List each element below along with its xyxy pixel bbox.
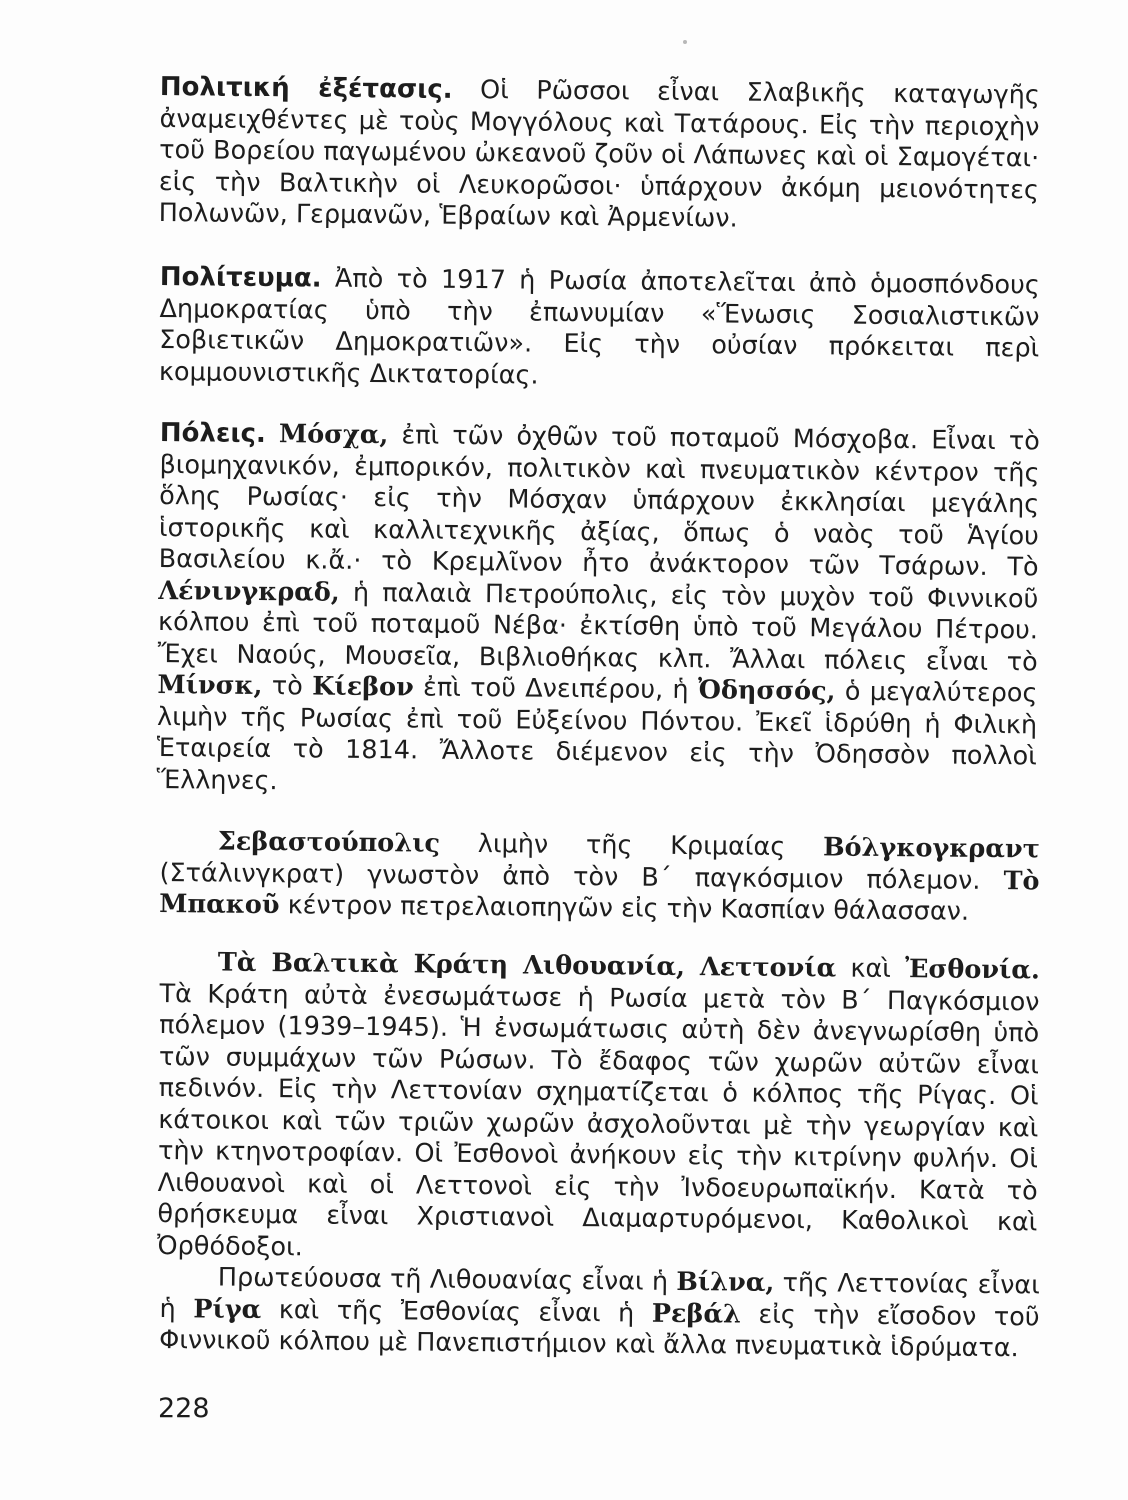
text-baltic: Τὰ Κράτη αὐτὰ ἐνεσωμάτωσε ἡ Ρωσία μετὰ τὸν Β΄ Παγκόσμιον πόλεμον (1939–1945). Ἡ ἐνσωμάτωσις αὐτὴ δὲν ἀνεγνωρίσθη ὑπὸ τῶν συμμάχων τῶν Ρώσων. Τὸ ἔδαφος τῶν χωρῶν αὐτῶν εἶναι πεδινόν. Εἰς τὴν Λεττονίαν σχηματίζεται ὁ κόλπος τῆς Ρίγας. Οἱ κάτοικοι καὶ τῶν τριῶν χωρῶν ἀσχολοῦνται μὲ τὴν γεωργίαν καὶ τὴν κτηνοτροφίαν. Οἱ Ἐσθονοὶ ἀνήκουν εἰς τὴν κιτρίνην φυλήν. Οἱ Λιθουανοὶ καὶ οἱ Λεττονοὶ εἰς τὴν Ἰνδοευρωπαϊκήν. Κατὰ τὸ θρήσκευμα εἶναι Χριστιανοὶ Διαμαρτυρόμενοι, Καθολικοὶ καὶ Ὀρθόδοξοι. bbox=[156, 978, 1040, 1262]
text-poleis-2: ἡ παλαιὰ Πετρούπολις, εἰς τὸν μυχὸν τοῦ Φιννικοῦ κόλπου ἐπὶ τοῦ ποταμοῦ Νέβα· ἐκτίσθη ὑπὸ τοῦ Μεγάλου Πέτρου. Ἔχει Ναούς, Μουσεῖα, Βιβλιοθήκας κλπ. Ἄλλαι πόλεις εἶναι τὸ bbox=[157, 577, 1039, 677]
text-capitals-4: εἰς τὴν εἴσοδον τοῦ Φιννικοῦ κόλπου μὲ Πανεπιστήμιον καὶ ἄλλα πνευματικὰ ἱδρύματα. bbox=[159, 1299, 1040, 1364]
city-riga: Ρίγα bbox=[193, 1293, 262, 1325]
city-reval: Ρεβάλ bbox=[651, 1298, 742, 1330]
country-estonia: Ἐσθονία. bbox=[904, 954, 1040, 986]
text-politeuma: Ἀπὸ τὸ 1917 ἡ Ρωσία ἀποτελεῖται ἀπὸ ὁμοσπόνδους Δημοκρατίας ὑπὸ τὴν ἐπωνυμίαν «Ἕνωσις Σοσιαλιστικῶν Σοβιετικῶν Δημοκρατιῶν». Εἰς τὴν οὐσίαν πρόκειται περὶ κομμουνιστικῆς Δικτατορίας. bbox=[158, 263, 1040, 391]
city-baku: Τὸ Μπακοῦ bbox=[159, 865, 1040, 921]
city-minsk: Μίνσκ, bbox=[157, 669, 263, 701]
page-number: 228 bbox=[158, 1393, 210, 1424]
heading-baltic: Τὰ Βαλτικὰ Κράτη Λιθουανία, Λεττονία bbox=[217, 947, 837, 984]
city-odessa: Ὀδησσός, bbox=[697, 675, 836, 707]
paragraph-sevastopol bbox=[159, 826, 1040, 929]
paragraph-baltic bbox=[157, 947, 1040, 1270]
paragraph-politiki bbox=[158, 72, 1039, 238]
text-sevastopol-2: (Στάλινγκρατ) γνωστὸν ἀπὸ τὸν Β΄ παγκόσμιον πόλεμον. bbox=[159, 857, 981, 896]
text-capitals-3: καὶ τῆς Ἐσθονίας εἶναι ἡ bbox=[278, 1294, 635, 1329]
city-moscow: Μόσχα, bbox=[278, 419, 389, 451]
text-poleis-4: ἐπὶ τοῦ Δνειπέρου, ἡ bbox=[422, 672, 689, 706]
heading-poleis: Πόλεις. bbox=[159, 418, 266, 450]
text-capitals-1: Πρωτεύουσα τῆ Λιθουανίας εἶναι ἡ bbox=[217, 1262, 669, 1297]
paragraph-politeuma bbox=[159, 262, 1040, 396]
city-sevastopol: Σεβαστούπολις bbox=[217, 826, 441, 859]
text-poleis-5: ὁ μεγαλύτερος λιμὴν τῆς Ρωσίας ἐπὶ τοῦ Εὐξείνου Πόντου. Ἐκεῖ ἱδρύθη ἡ Φιλικὴ Ἑταιρεία τὸ 1814. Ἄλλοτε διέμενον εἰς τὴν Ὀδησσὸν πολλοὶ Ἕλληνες. bbox=[156, 676, 1038, 796]
city-vilna: Βίλνα, bbox=[676, 1266, 775, 1298]
text-baltic-and: καὶ bbox=[850, 953, 892, 985]
text-politiki: Οἱ Ρῶσσοι εἶναι Σλαβικῆς καταγωγῆς ἀναμειχθέντες μὲ τοὺς Μογγόλους καὶ Τατάρους. Εἰς τὴν περιοχὴν τοῦ Βορείου παγωμένου ὠκεανοῦ ζοῦν οἱ Λάπωνες καὶ οἱ Σαμογέται· εἰς τὴν Βαλτικὴν οἱ Λευκορῶσοι· ὑπάρχουν ἀκόμη μειονότητες Πολωνῶν, Γερμανῶν, Ἑβραίων καὶ Ἀρμενίων. bbox=[158, 75, 1040, 234]
text-poleis-1: ἐπὶ τῶν ὀχθῶν τοῦ ποταμοῦ Μόσχοβα. Εἶναι τὸ βιομηχανικόν, ἐμπορικόν, πολιτικὸν καὶ πνευματικὸν κέντρον τῆς ὅλης Ρωσίας· εἰς τὴν Μόσχαν ὑπάρχουν ἐκκλησίαι μεγάλης ἱστορικῆς καὶ καλλιτεχνικῆς ἀξίας, ὅπως ὁ ναὸς τοῦ Ἁγίου Βασιλείου κ.ἄ.· τὸ Κρεμλῖνον ἦτο ἀνάκτορον τῶν Τσάρων. Τὸ bbox=[158, 420, 1040, 583]
city-leningrad: Λένινγκραδ, bbox=[158, 575, 340, 608]
text-poleis-3: τὸ bbox=[271, 671, 303, 702]
text-capitals-2: τῆς Λεττονίας εἶναι ἡ bbox=[159, 1267, 1040, 1324]
text-sevastopol-3: κέντρον πετρελαιοπηγῶν εἰς τὴν Κασπίαν θάλασσαν. bbox=[287, 890, 970, 927]
heading-politiki: Πολιτική ἐξέτασις. bbox=[159, 72, 453, 105]
heading-politeuma: Πολίτευμα. bbox=[159, 262, 322, 294]
text-sevastopol-1: λιμὴν τῆς Κριμαίας bbox=[477, 829, 786, 863]
city-kiev: Κίεβον bbox=[312, 671, 414, 703]
paragraph-poleis bbox=[156, 418, 1040, 804]
paragraph-capitals bbox=[159, 1262, 1040, 1365]
city-volgograd: Βόλγκογκραντ bbox=[822, 832, 1040, 865]
paper-speck bbox=[683, 40, 687, 44]
